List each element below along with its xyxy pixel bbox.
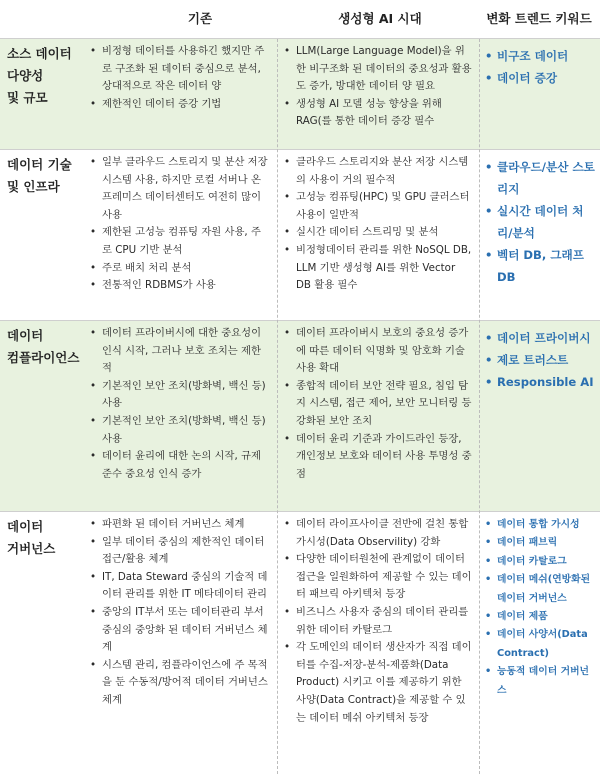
keyword-item: • 데이터 제품 <box>484 608 598 626</box>
list-item: • 일부 클라우드 스토리지 및 분산 저장 시스템 사용, 하지만 로컬 서버나 온프레미스 데이터센터도 여전히 많이 사용 <box>88 154 270 224</box>
list-item: • 기본적인 보안 조치(방화벽, 백신 등) 사용 <box>88 378 270 413</box>
list-item: • 비정형 데이터를 사용하긴 했지만 주로 구조화 된 데이터 중심으로 분석, 상대적으로 작은 데이터 양 <box>88 43 270 96</box>
genai-cell <box>282 516 472 727</box>
category-label: 데이터 거버넌스 <box>7 519 56 556</box>
list-item: • 실시간 데이터 스트리밍 및 분석 <box>282 224 472 242</box>
column-divider <box>277 39 278 774</box>
list-item: • 종합적 데이터 보안 전략 필요, 침입 탐지 시스템, 접근 제어, 보안 모니터링 등 강화된 보안 조치 <box>282 378 472 431</box>
list-item: • 데이터 윤리 기준과 가이드라인 등장, 개인정보 보호와 데이터 사용 투명성 중점 <box>282 431 472 484</box>
keywords-cell <box>484 516 598 700</box>
list-item: • 주로 배치 처리 분석 <box>88 260 270 278</box>
list-item: • 데이터 프라이버시에 대한 중요성이 인식 시작, 그러나 보호 조치는 제한적 <box>88 325 270 378</box>
list-item: • 다양한 데이터원천에 관계없이 데이터 접근을 일원화하여 제공할 수 있는 데이터 패브릭 아키텍처 등장 <box>282 551 472 604</box>
list-item: • 제한된 고성능 컴퓨팅 자원 사용, 주로 CPU 기반 분석 <box>88 224 270 259</box>
keyword-item: • 데이터 통합 가시성 <box>484 516 598 534</box>
row-source-data <box>0 39 600 149</box>
keyword-item: • 데이터 프라이버시 <box>484 327 598 349</box>
keyword-item: • 실시간 데이터 처리/분석 <box>484 200 598 244</box>
list-item: • 파편화 된 데이터 거버넌스 체계 <box>88 516 270 534</box>
keyword-item: • 데이터 카탈로그 <box>484 553 598 571</box>
row-governance <box>0 512 600 774</box>
table-header <box>0 0 600 38</box>
list-item: • 제한적인 데이터 증강 기법 <box>88 96 270 114</box>
header-genai: 생성형 AI 시대 <box>338 11 422 26</box>
keyword-item: • 데이터 사양서(Data Contract) <box>484 626 598 663</box>
list-item: • 비즈니스 사용자 중심의 데이터 관리를 위한 데이터 카탈로그 <box>282 604 472 639</box>
list-item: • LLM(Large Language Model)을 위한 비구조화 된 데이터의 중요성과 활용도 증가, 방대한 데이터 양 필요 <box>282 43 472 96</box>
keyword-item: • 클라우드/분산 스토리지 <box>484 156 598 200</box>
genai-cell <box>282 43 472 131</box>
keywords-cell <box>484 156 598 288</box>
keyword-item: • Responsible AI <box>484 371 598 393</box>
list-item: • 비정형데이터 관리를 위한 NoSQL DB, LLM 기반 생성형 AI를 위한 Vector DB 활용 필수 <box>282 242 472 295</box>
keyword-item: • 벡터 DB, 그래프 DB <box>484 244 598 288</box>
keyword-item: • 능동적 데이터 거버넌스 <box>484 663 598 700</box>
list-item: • 기본적인 보안 조치(방화벽, 백신 등) 사용 <box>88 413 270 448</box>
legacy-cell <box>88 325 270 483</box>
keyword-item: • 제로 트러스트 <box>484 349 598 371</box>
keyword-item: • 데이터 증강 <box>484 67 598 89</box>
list-item: • 시스템 관리, 컴플라이언스에 주 목적을 둔 수동적/방어적 데이터 거버넌스 체계 <box>88 657 270 710</box>
legacy-cell <box>88 516 270 710</box>
list-item: • 고성능 컴퓨팅(HPC) 및 GPU 클러스터 사용이 일반적 <box>282 189 472 224</box>
list-item: • 각 도메인의 데이터 생산자가 직접 데이터를 수집-저장-분석-제품화(Data Product) 시키고 이를 제공하기 위한 사양(Data Contract)을 제공할 수 있는 데이터 메쉬 아키텍처 등장 <box>282 639 472 727</box>
category-label: 데이터 기술 및 인프라 <box>7 157 72 194</box>
keyword-item: • 데이터 메쉬(연방화된 데이터 거버넌스 <box>484 571 598 608</box>
keyword-item: • 비구조 데이터 <box>484 45 598 67</box>
list-item: • 클라우드 스토리지와 분산 저장 시스템의 사용이 거의 필수적 <box>282 154 472 189</box>
legacy-cell <box>88 154 270 295</box>
list-item: • 일부 데이터 중심의 제한적인 데이터 접근/활용 체계 <box>88 534 270 569</box>
list-item: • 데이터 프라이버시 보호의 중요성 증가에 따른 데이터 익명화 및 암호화 기술 사용 확대 <box>282 325 472 378</box>
genai-cell <box>282 154 472 295</box>
list-item: • 데이터 라이프사이클 전반에 걸친 통합 가시성(Data Observility) 강화 <box>282 516 472 551</box>
row-data-tech <box>0 150 600 320</box>
legacy-cell <box>88 43 270 113</box>
keyword-item: • 데이터 패브릭 <box>484 534 598 552</box>
header-keywords: 변화 트렌드 키워드 <box>486 11 592 26</box>
list-item: • 전통적인 RDBMS가 사용 <box>88 277 270 295</box>
category-label: 데이터 컴플라이언스 <box>7 328 80 365</box>
keywords-cell <box>484 45 598 89</box>
list-item: • 데이터 윤리에 대한 논의 시작, 규제 준수 중요성 인식 증가 <box>88 448 270 483</box>
genai-cell <box>282 325 472 483</box>
list-item: • IT, Data Steward 중심의 기술적 데이터 관리를 위한 IT 메타데이터 관리 <box>88 569 270 604</box>
row-compliance <box>0 321 600 511</box>
header-legacy: 기존 <box>187 11 213 26</box>
list-item: • 생성형 AI 모델 성능 향상을 위해 RAG(를 통한 데이터 증강 필수 <box>282 96 472 131</box>
column-divider <box>479 39 480 774</box>
list-item: • 중앙의 IT부서 또는 데이터관리 부서 중심의 중앙화 된 데이터 거버넌스 체계 <box>88 604 270 657</box>
keywords-cell <box>484 327 598 393</box>
category-label: 소스 데이터 다양성 및 규모 <box>7 46 72 105</box>
